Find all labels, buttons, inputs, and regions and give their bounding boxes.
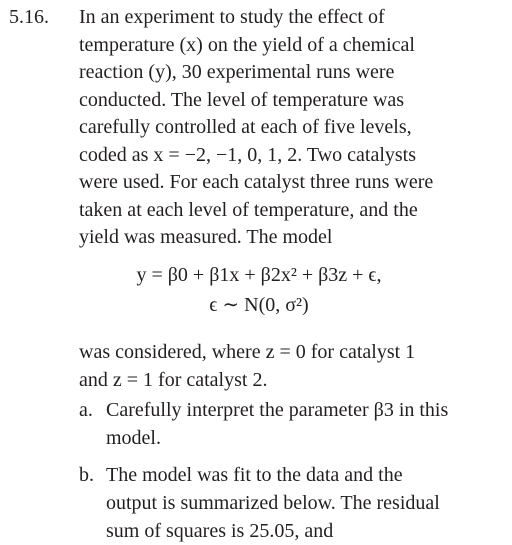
error-distribution: ϵ ∼ N(0, σ²) <box>209 294 309 316</box>
subquestion-label: b. <box>79 464 94 486</box>
subquestion-line: model. <box>106 427 161 449</box>
intro-line: carefully controlled at each of five levels, <box>79 116 412 138</box>
model-equation: y = β0 + β1x + β2x² + β3z + ϵ, <box>136 264 382 286</box>
continuation-line: and z = 1 for catalyst 2. <box>79 368 268 391</box>
intro-line: temperature (x) on the yield of a chemical <box>79 33 415 56</box>
intro-line: In an experiment to study the effect of <box>79 6 385 28</box>
intro-line: yield was measured. The model <box>79 226 333 248</box>
intro-line: reaction (y), 30 experimental runs were <box>79 61 395 83</box>
subquestion-text <box>106 461 512 545</box>
subquestion-label: a. <box>79 399 93 421</box>
subquestion-line: sum of squares is 25.05, and <box>106 520 334 542</box>
intro-line: conducted. The level of temperature was <box>79 88 405 111</box>
problem-intro <box>79 4 509 252</box>
subquestion-line: The model was fit to the data and the <box>106 464 403 486</box>
continuation-line: was considered, where z = 0 for catalyst 1 <box>79 341 416 363</box>
subquestion-line: Carefully interpret the parameter β3 in this <box>106 399 449 421</box>
intro-line: taken at each level of temperature, and the <box>79 198 418 221</box>
problem-continuation <box>79 339 415 394</box>
subquestion-text <box>106 396 512 452</box>
subquestion-line: output is summarized below. The residual <box>106 492 440 514</box>
intro-line: coded as x = −2, −1, 0, 1, 2. Two catalysts <box>79 143 417 166</box>
intro-line: were used. For each catalyst three runs were <box>79 171 434 193</box>
problem-number: 5.16. <box>9 6 49 28</box>
